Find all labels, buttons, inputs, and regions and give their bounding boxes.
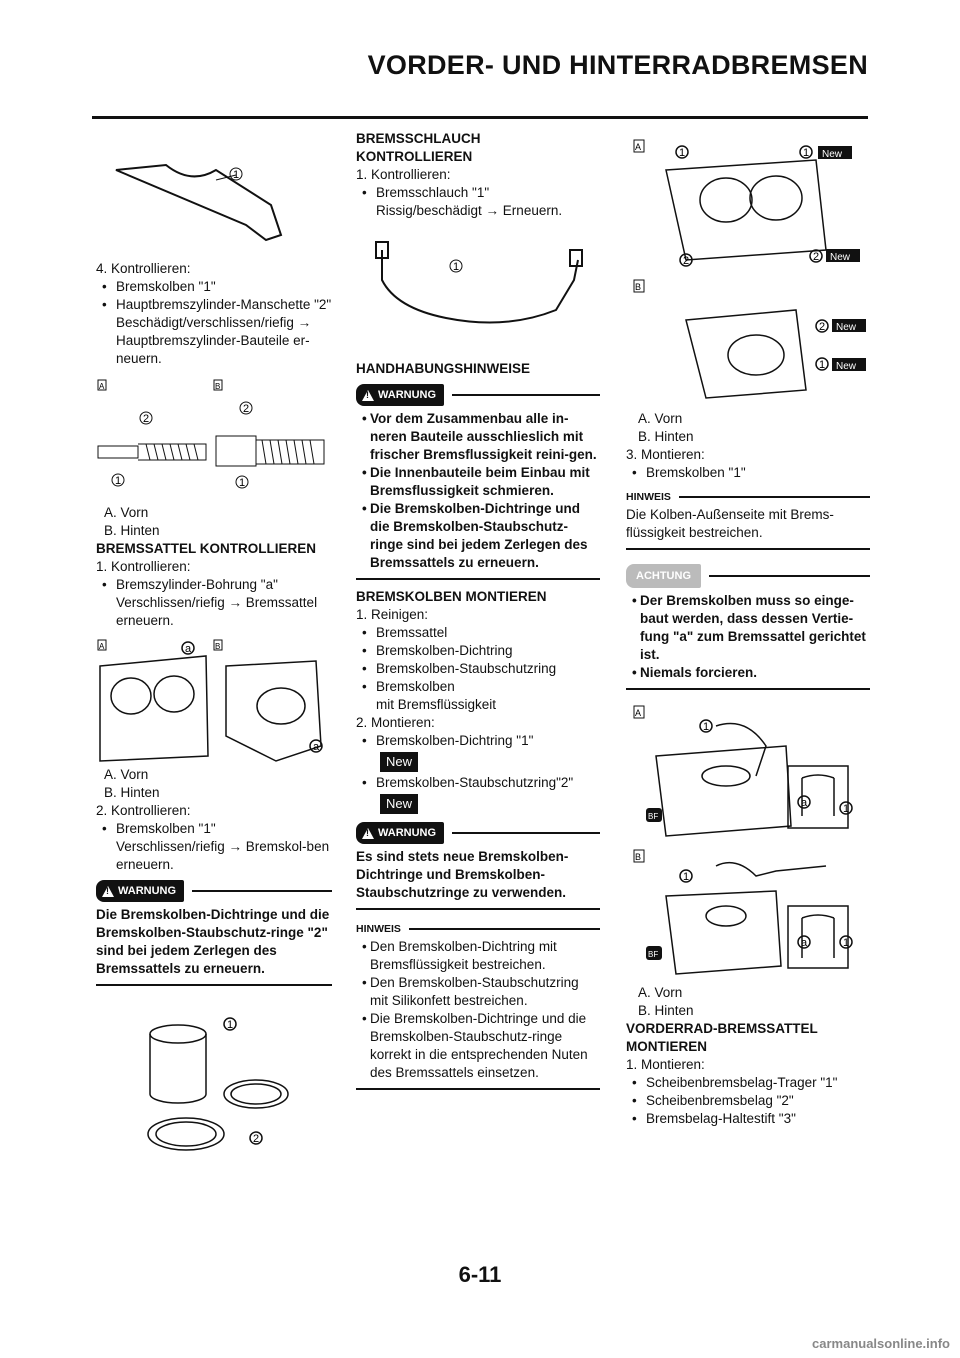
figure-spreader-tool [96,130,332,260]
column-1 [96,130,332,1156]
column-3 [626,130,870,1128]
callout-hose-1: 1 [453,261,460,273]
callout-a2: a [313,741,320,753]
c3-mount-item-2: • Scheibenbremsbelag "2" [626,1092,870,1110]
figure-caliper-seals [626,130,870,410]
section-handling: HANDHABUNGSHINWEISE [356,361,531,376]
warning-header-2: ! WARNUNG [356,384,600,406]
header-rule [92,116,868,119]
svg-text:BF: BF [648,950,659,959]
label-B: B [215,382,221,391]
footer-watermark[interactable]: carmanualsonline.info [812,1336,950,1351]
hose-step1-heading: 1. Kontrollieren: [356,167,451,182]
svg-text:New: New [836,322,857,333]
svg-text:BF: BF [648,812,659,821]
new-badge-1: New [380,752,418,772]
page-header-title: VORDER- UND HINTERRADBREMSEN [367,50,868,80]
step4-item-2: • Hauptbremszylinder-Manschette "2" [96,296,332,314]
caption-b: B. Hinten [104,523,160,538]
clean-heading: 1. Reinigen: [356,607,429,622]
callout-1: 1 [233,169,240,181]
warning-badge: ! WARNUNG [96,880,184,902]
clean-item-4: • Bremskolben [356,678,600,696]
caption-b-2: B. Hinten [104,785,160,800]
c3-mount-item-1: • Scheibenbremsbelag-Trager "1" [626,1074,870,1092]
svg-text:1: 1 [679,147,686,159]
figure-piston-rings [96,1006,332,1156]
figure-caliper-bore [96,636,332,766]
section-front-caliper-mount: VORDERRAD-BREMSSATTEL MONTIEREN [626,1021,818,1054]
svg-text:1: 1 [703,721,710,733]
callout-a1: a [185,643,192,655]
clean-note: mit Bremsflüssigkeit [376,697,497,712]
warning-text-3: Es sind stets neue Bremskolben-Dichtringe und Bremskolben-Staubschutzringe zu verwenden. [356,849,569,900]
callout-2a: 2 [143,413,150,425]
hinweis-item-2: • Den Bremskolben-Staubschutzring mit Silikonfett bestreichen. [356,974,600,1010]
hinweis-item-1: • Den Bremskolben-Dichtring mit Bremsflüssigkeit bestreichen. [356,938,600,974]
c3-hinweis-header: HINWEIS [626,488,870,506]
c3-caption-b: B. Hinten [638,429,694,444]
svg-text:1: 1 [843,803,850,815]
svg-text:1: 1 [843,937,850,949]
c3-hinweis-text: Die Kolben-Außenseite mit Brems-flüssigkeit bestreichen. [626,507,834,540]
svg-text:1: 1 [819,359,826,371]
c3-step3-item: • Bremskolben "1" [626,464,870,482]
handling-warn-3: • Die Bremskolben-Dichtringe und die Bremskolben-Staubschutz-ringe sind bei jedem Zerlegen des Bremssattels zu erneuern. [356,500,600,572]
section-piston-mount: BREMSKOLBEN MONTIEREN [356,589,547,604]
callout-1c: 1 [227,1019,234,1031]
hose-step1-result: Rissig/beschädigt → Erneuern. [376,203,563,218]
warning-icon-2 [362,390,374,401]
step4-heading: 4. Kontrollieren: [96,261,191,276]
step4-item-1: • Bremskolben "1" [96,278,332,296]
svg-text:2: 2 [819,321,826,333]
warning-header-3: ! WARNUNG [356,822,600,844]
achtung-item-2: • Niemals forcieren. [626,664,870,682]
step4-result: Beschädigt/verschlissen/riefig → Hauptbremszylinder-Bauteile er-neuern. [116,315,312,366]
callout-1a: 1 [115,475,122,487]
achtung-header: ACHTUNG [626,564,870,588]
section-hose-check: BREMSSCHLAUCH KONTROLLIEREN [356,131,481,164]
label-B2: B [215,642,221,651]
mount-heading: 2. Montieren: [356,715,435,730]
handling-warn-2: • Die Innenbauteile beim Einbau mit Bremsflussigkeit schmieren. [356,464,600,500]
step1-heading: 1. Kontrollieren: [96,559,191,574]
new-badge-2: New [380,794,418,814]
svg-text:2: 2 [813,251,820,263]
svg-text:1: 1 [683,871,690,883]
c3-caption-a: A. Vorn [638,411,683,426]
hinweis-item-3: • Die Bremskolben-Dichtringe und die Bremskolben-Staubschutz-ringe korrekt in die entsprechenden Nuten des Bremssattels einsetzen. [356,1010,600,1082]
svg-text:a: a [801,797,808,809]
mount-item-2: • Bremskolben-Staubschutzring"2" [356,774,600,792]
svg-text:1: 1 [803,147,810,159]
step1-result: Verschlissen/riefig → Bremssattel erneuern. [116,595,318,628]
warning-header-1 [96,880,332,902]
callout-2b: 2 [243,403,250,415]
figure-piston-install [626,696,870,984]
step2-result: Verschlissen/riefig → Bremskol-ben erneuern. [116,839,330,872]
c3-mount-heading: 1. Montieren: [626,1057,705,1072]
svg-text:New: New [822,149,843,160]
label-A: A [99,382,105,391]
c3-mount-item-3: • Bremsbelag-Haltestift "3" [626,1110,870,1128]
svg-text:A: A [635,142,642,152]
section-caliper-check: BREMSSATTEL KONTROLLIEREN [96,541,317,556]
svg-text:B: B [635,282,642,292]
figure-brake-hose [356,220,600,360]
achtung-item-1: • Der Bremskolben muss so einge-baut werden, dass dessen Vertie-fung "a" zum Bremssattel gerichtet ist. [626,592,870,664]
c3-caption-b2: B. Hinten [638,1003,694,1018]
label-A2: A [99,642,105,651]
caption-a-2: A. Vorn [104,767,149,782]
svg-text:New: New [830,252,851,263]
c3-step3-heading: 3. Montieren: [626,447,705,462]
page-number: 6-11 [458,1262,502,1287]
clean-item-2: • Bremskolben-Dichtring [356,642,600,660]
handling-warn-1: • Vor dem Zusammenbau alle in-neren Bauteile ausschlieslich mit frischer Bremsflussigkeit reini-gen. [356,410,600,464]
caption-a: A. Vorn [104,505,149,520]
warning-text-1: Die Bremskolben-Dichtringe und die Bremskolben-Staubschutz-ringe "2" sind bei jedem Zerlegen des Bremssattels zu erneuern. [96,907,330,976]
svg-text:a: a [801,937,808,949]
svg-text:New: New [836,361,857,372]
warning-icon [102,886,114,897]
clean-item-1: • Bremssattel [356,624,600,642]
figure-piston-cups [96,374,332,504]
svg-text:2: 2 [683,255,690,267]
svg-text:A: A [635,708,642,718]
c3-caption-a2: A. Vorn [638,985,683,1000]
column-2 [356,130,600,1096]
step2-heading: 2. Kontrollieren: [96,803,191,818]
clean-item-3: • Bremskolben-Staubschutzring [356,660,600,678]
mount-item-1: • Bremskolben-Dichtring "1" [356,732,600,750]
warning-icon-3 [362,828,374,839]
callout-1b: 1 [239,477,246,489]
hose-step1-item: • Bremsschlauch "1" [356,184,600,202]
step2-item: • Bremskolben "1" [96,820,332,838]
svg-text:B: B [635,852,642,862]
callout-2c: 2 [253,1133,260,1145]
step1-item: • Bremszylinder-Bohrung "a" [96,576,332,594]
hinweis-header-1: HINWEIS [356,920,600,938]
